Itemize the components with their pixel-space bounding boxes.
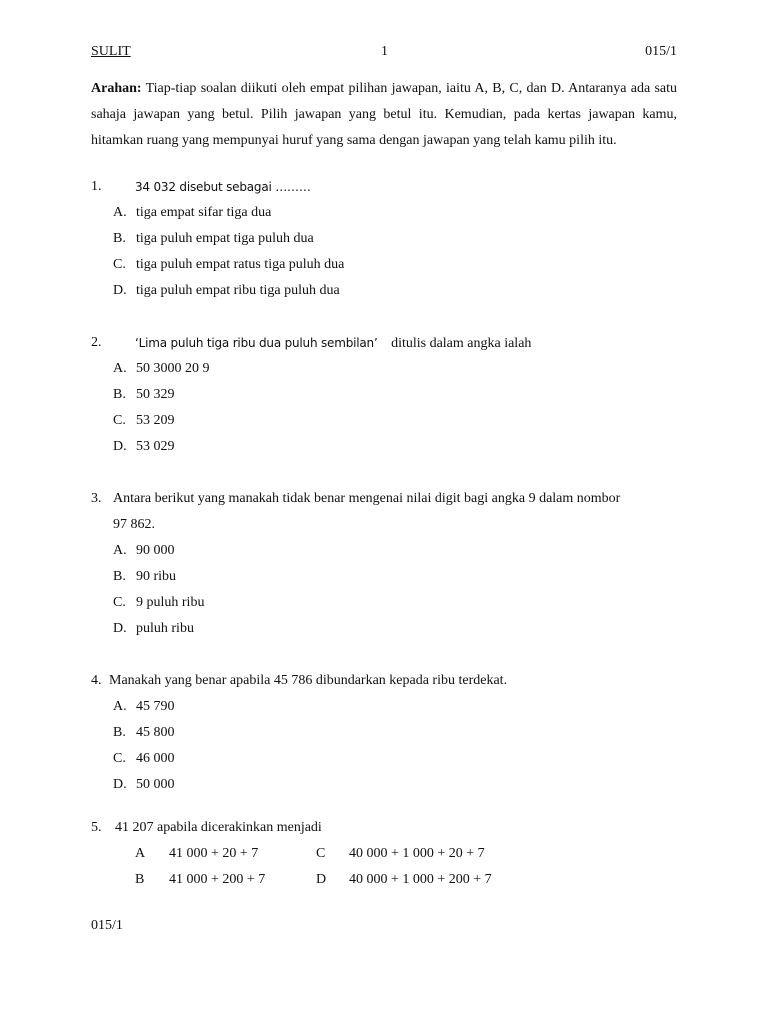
question-stem-quote: ‘Lima puluh tiga ribu dua puluh sembilan’ bbox=[135, 336, 378, 350]
question-2 bbox=[91, 330, 681, 460]
question-number: 5. bbox=[91, 820, 102, 835]
option-text: 53 029 bbox=[136, 439, 175, 454]
option-text: 9 puluh ribu bbox=[136, 595, 205, 610]
page-footer: 015/1 bbox=[91, 918, 123, 933]
option-a[interactable] bbox=[91, 356, 681, 382]
option-d[interactable] bbox=[91, 434, 681, 460]
option-text: 90 000 bbox=[136, 543, 175, 558]
option-c[interactable] bbox=[91, 408, 681, 434]
option-text: puluh ribu bbox=[136, 621, 194, 636]
option-letter: C. bbox=[113, 257, 126, 272]
option-text: tiga puluh empat ratus tiga puluh dua bbox=[136, 257, 345, 272]
option-letter: C. bbox=[113, 595, 126, 610]
question-number: 1. bbox=[91, 179, 102, 194]
question-stem: 34 032 disebut sebagai ……… bbox=[135, 180, 311, 194]
option-b[interactable] bbox=[91, 720, 681, 746]
option-d[interactable] bbox=[91, 772, 681, 798]
option-b-letter[interactable]: B bbox=[135, 872, 145, 887]
option-letter: C. bbox=[113, 413, 126, 428]
page-header bbox=[91, 44, 677, 62]
option-letter: A. bbox=[113, 205, 127, 220]
option-b-text[interactable]: 41 000 + 200 + 7 bbox=[169, 872, 266, 887]
option-text: 50 329 bbox=[136, 387, 175, 402]
option-text: tiga empat sifar tiga dua bbox=[136, 205, 272, 220]
question-stem-line-2: 97 862. bbox=[113, 517, 155, 532]
option-b[interactable] bbox=[91, 382, 681, 408]
option-a-letter[interactable]: A bbox=[135, 846, 146, 861]
question-5 bbox=[91, 815, 681, 893]
option-letter: A. bbox=[113, 699, 127, 714]
option-text: 45 790 bbox=[136, 699, 175, 714]
option-c[interactable] bbox=[91, 746, 681, 772]
question-4 bbox=[91, 668, 681, 798]
question-number: 3. bbox=[91, 491, 102, 506]
question-1 bbox=[91, 174, 681, 304]
option-d[interactable] bbox=[91, 278, 681, 304]
option-a[interactable] bbox=[91, 200, 681, 226]
option-letter: B. bbox=[113, 231, 126, 246]
question-number: 4. bbox=[91, 673, 102, 688]
option-a[interactable] bbox=[91, 694, 681, 720]
option-text: 45 800 bbox=[136, 725, 175, 740]
question-number: 2. bbox=[91, 335, 102, 350]
paper-code: 015/1 bbox=[645, 44, 677, 59]
option-c-text[interactable]: 40 000 + 1 000 + 20 + 7 bbox=[349, 846, 485, 861]
option-text: 90 ribu bbox=[136, 569, 177, 584]
option-text: tiga puluh empat ribu tiga puluh dua bbox=[136, 283, 340, 298]
option-letter: C. bbox=[113, 751, 126, 766]
option-letter: B. bbox=[113, 725, 126, 740]
option-d-letter[interactable]: D bbox=[316, 872, 327, 887]
option-letter: B. bbox=[113, 569, 126, 584]
question-stem-line-1: Antara berikut yang manakah tidak benar mengenai nilai digit bagi angka 9 dalam nombor bbox=[113, 491, 621, 506]
option-text: 46 000 bbox=[136, 751, 175, 766]
instructions-text: Tiap-tiap soalan diikuti oleh empat pilihan jawapan, iaitu A, B, C, dan D. Antaranya ada satu sahaja jawapan yang betul. Pilih jawapan yang betul itu. Kemudian, pada kertas jawapan kamu, hitamkan ruang yang mempunyai huruf yang sama dengan jawapan yang telah kamu pilih itu. bbox=[91, 81, 677, 148]
classification-label: SULIT bbox=[91, 44, 131, 59]
question-stem: 41 207 apabila dicerakinkan menjadi bbox=[115, 820, 322, 835]
question-stem: ditulis dalam angka ialah bbox=[391, 336, 532, 351]
page-number: 1 bbox=[381, 44, 388, 59]
option-letter: D. bbox=[113, 621, 127, 636]
option-text: 50 3000 20 9 bbox=[136, 361, 210, 376]
option-text: 50 000 bbox=[136, 777, 175, 792]
option-b[interactable] bbox=[91, 226, 681, 252]
option-b[interactable] bbox=[91, 564, 681, 590]
option-d[interactable] bbox=[91, 616, 681, 642]
option-letter: A. bbox=[113, 361, 127, 376]
option-a[interactable] bbox=[91, 538, 681, 564]
option-letter: D. bbox=[113, 777, 127, 792]
option-letter: A. bbox=[113, 543, 127, 558]
option-letter: D. bbox=[113, 439, 127, 454]
option-letter: D. bbox=[113, 283, 127, 298]
option-letter: B. bbox=[113, 387, 126, 402]
option-c[interactable] bbox=[91, 252, 681, 278]
option-a-text[interactable]: 41 000 + 20 + 7 bbox=[169, 846, 259, 861]
instructions-label: Arahan: bbox=[91, 81, 142, 96]
instructions bbox=[91, 76, 677, 154]
option-d-text[interactable]: 40 000 + 1 000 + 200 + 7 bbox=[349, 872, 492, 887]
question-stem: Manakah yang benar apabila 45 786 dibundarkan kepada ribu terdekat. bbox=[109, 673, 508, 688]
option-c-letter[interactable]: C bbox=[316, 846, 326, 861]
option-c[interactable] bbox=[91, 590, 681, 616]
question-3 bbox=[91, 486, 681, 642]
options-row-1 bbox=[91, 841, 681, 867]
option-text: tiga puluh empat tiga puluh dua bbox=[136, 231, 314, 246]
options-row-2 bbox=[91, 867, 681, 893]
option-text: 53 209 bbox=[136, 413, 175, 428]
